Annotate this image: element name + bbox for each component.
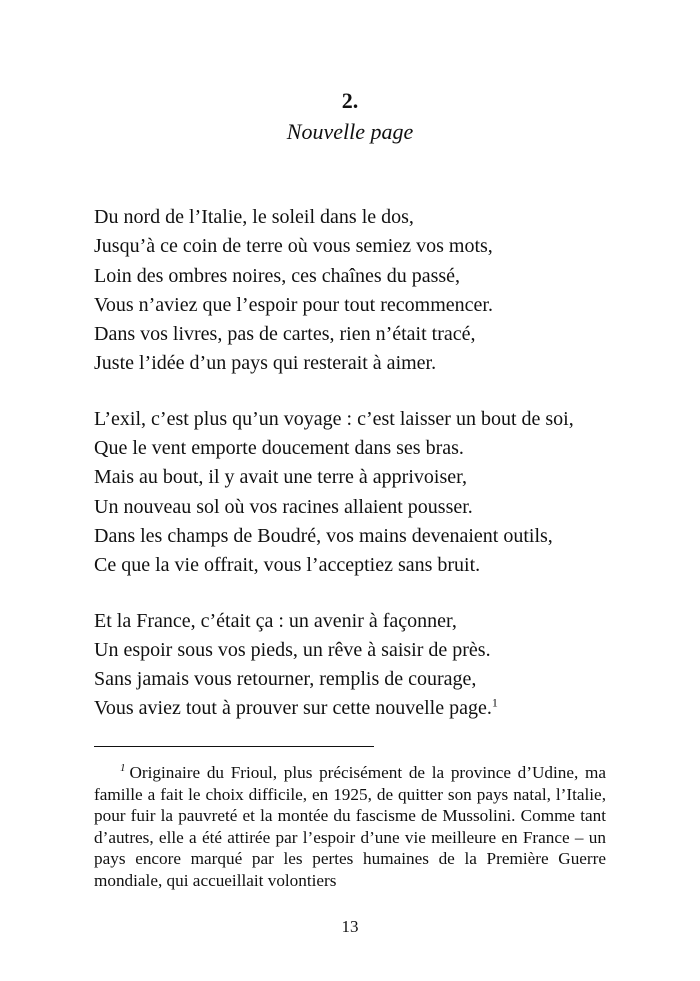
chapter-number: 2. — [341, 88, 359, 113]
verse-line: Du nord de l’Italie, le soleil dans le dos, — [94, 206, 414, 228]
stanza-1 — [94, 203, 654, 379]
chapter-title: Nouvelle page — [286, 119, 414, 144]
stanza-2 — [94, 405, 654, 581]
verse-line: Un espoir sous vos pieds, un rêve à saisir de près. — [94, 638, 491, 661]
verse-line: Dans les champs de Boudré, vos mains devenaient outils, — [94, 524, 553, 547]
poem — [94, 203, 654, 750]
verse-line: Et la France, c’était ça : un avenir à façonner, — [94, 609, 457, 632]
verse-line: Juste l’idée d’un pays qui resterait à aimer. — [94, 352, 437, 375]
verse-line: Un nouveau sol où vos racines allaient pousser. — [94, 495, 473, 518]
verse-line: Que le vent emporte doucement dans ses bras. — [94, 437, 464, 460]
verse-line: Sans jamais vous retourner, remplis de courage, — [94, 668, 477, 691]
verse-line: Loin des ombres noires, ces chaînes du passé, — [94, 264, 461, 287]
footnote-reference[interactable]: 1 — [491, 695, 498, 710]
stanza-3 — [94, 607, 654, 724]
page-number: 13 — [341, 917, 359, 936]
verse-line: Dans vos livres, pas de cartes, rien n’était tracé, — [94, 323, 476, 346]
verse-line: Ce que la vie offrait, vous l’acceptiez sans bruit. — [94, 554, 481, 577]
footnote-mark: 1 — [120, 762, 126, 775]
verse-line: L’exil, c’est plus qu’un voyage : c’est laisser un bout de soi, — [94, 407, 574, 430]
verse-line: Vous aviez tout à prouver sur cette nouvelle page. — [94, 697, 492, 720]
footnote-separator — [94, 746, 374, 747]
verse-line: Vous n’aviez que l’espoir pour tout recommencer. — [94, 293, 493, 316]
verse-line: Jusqu’à ce coin de terre où vous semiez vos mots, — [94, 235, 493, 258]
verse-last-line — [94, 694, 654, 723]
footnote-text: Originaire du Frioul, plus précisément de la province d’Udine, ma famille a fait le choix difficile, en 1925, de quitter son pays natal, l’Italie, pour fuir la pauvreté et la montée du fascisme de Mussolini. Comme tant d’autres, elle a été attirée par l’espoir d’une vie meilleure en France – un pays encore marqué par les pertes humaines de la Première Guerre mondiale, qui accueillait volontiers — [94, 763, 606, 890]
footnote — [94, 762, 606, 892]
verse-line: Mais au bout, il y avait une terre à apprivoiser, — [94, 466, 467, 489]
